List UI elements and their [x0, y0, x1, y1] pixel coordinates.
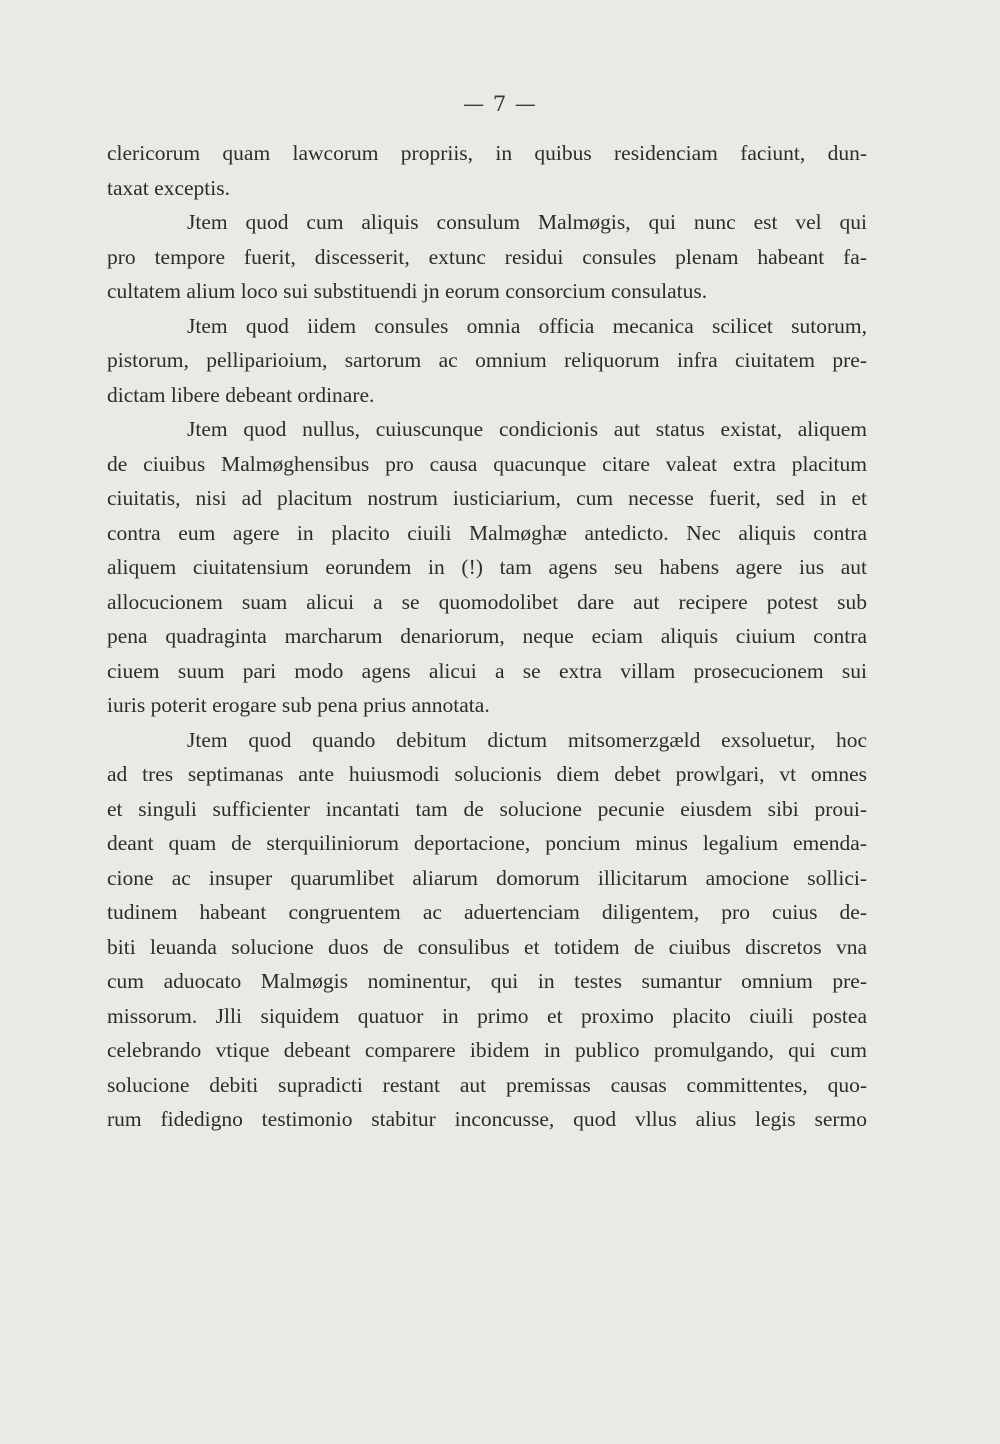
- text-line: Jtem quod cum aliquis consulum Malmøgis, qui nunc est vel qui: [187, 210, 867, 234]
- text-line: ciuitatis, nisi ad placitum nostrum iusticiarium, cum necesse fuerit, sed in et: [107, 486, 867, 510]
- text-line: iuris poterit erogare sub pena prius annotata.: [107, 693, 490, 717]
- body-text: [107, 136, 867, 1137]
- text-line: taxat exceptis.: [107, 175, 230, 200]
- text-line: allocucionem suam alicui a se quomodolibet dare aut recipere potest sub: [107, 589, 867, 614]
- text-line: pistorum, pelliparioium, sartorum ac omnium reliquorum infra ciuitatem pre-: [107, 348, 867, 372]
- text-line: solucione debiti supradicti restant aut premissas causas committentes, quo-: [107, 1072, 867, 1097]
- text-line: Jtem quod nullus, cuiuscunque condicionis aut status existat, aliquem: [187, 417, 867, 441]
- text-line: pena quadraginta marcharum denariorum, neque eciam aliquis ciuium contra: [107, 624, 867, 648]
- text-line: tudinem habeant congruentem ac aduertenciam diligentem, pro cuius de-: [107, 900, 867, 924]
- text-line: missorum. Jlli siquidem quatuor in primo et proximo placito ciuili postea: [107, 1003, 867, 1028]
- text-line: cione ac insuper quarumlibet aliarum domorum illicitarum amocione sollici-: [107, 865, 867, 890]
- text-line: deant quam de sterquiliniorum deportacione, poncium minus legalium emenda-: [107, 831, 867, 855]
- text-line: dictam libere debeant ordinare.: [107, 382, 375, 407]
- text-line: de ciuibus Malmøghensibus pro causa quacunque citare valeat extra placitum: [107, 451, 867, 476]
- text-line: rum fidedigno testimonio stabitur inconcusse, quod vllus alius legis sermo: [107, 1107, 867, 1131]
- text-line: celebrando vtique debeant comparere ibidem in publico promulgando, qui cum: [107, 1038, 867, 1062]
- page-number: — 7 —: [463, 92, 537, 116]
- text-line: pro tempore fuerit, discesserit, extunc residui consules plenam habeant fa-: [107, 244, 867, 269]
- text-line: aliquem ciuitatensium eorundem in (!) tam agens seu habens agere ius aut: [107, 555, 867, 579]
- text-line: ciuem suum pari modo agens alicui a se extra villam prosecucionem sui: [107, 658, 867, 683]
- text-line: ad tres septimanas ante huiusmodi solucionis diem debet prowlgari, vt omnes: [107, 762, 867, 786]
- text-line: biti leuanda solucione duos de consulibus et totidem de ciuibus discretos vna: [107, 934, 867, 959]
- text-line: Jtem quod iidem consules omnia officia mecanica scilicet sutorum,: [187, 313, 867, 338]
- text-line: cultatem alium loco sui substituendi jn eorum consorcium consulatus.: [107, 279, 708, 303]
- text-line: clericorum quam lawcorum propriis, in quibus residenciam faciunt, dun-: [107, 141, 867, 165]
- text-line: et singuli sufficienter incantati tam de solucione pecunie eiusdem sibi proui-: [107, 796, 867, 821]
- text-line: contra eum agere in placito ciuili Malmøghæ antedicto. Nec aliquis contra: [107, 520, 867, 545]
- text-line: cum aduocato Malmøgis nominentur, qui in testes sumantur omnium pre-: [107, 969, 867, 993]
- text-line: Jtem quod quando debitum dictum mitsomerzgæld exsoluetur, hoc: [187, 727, 867, 752]
